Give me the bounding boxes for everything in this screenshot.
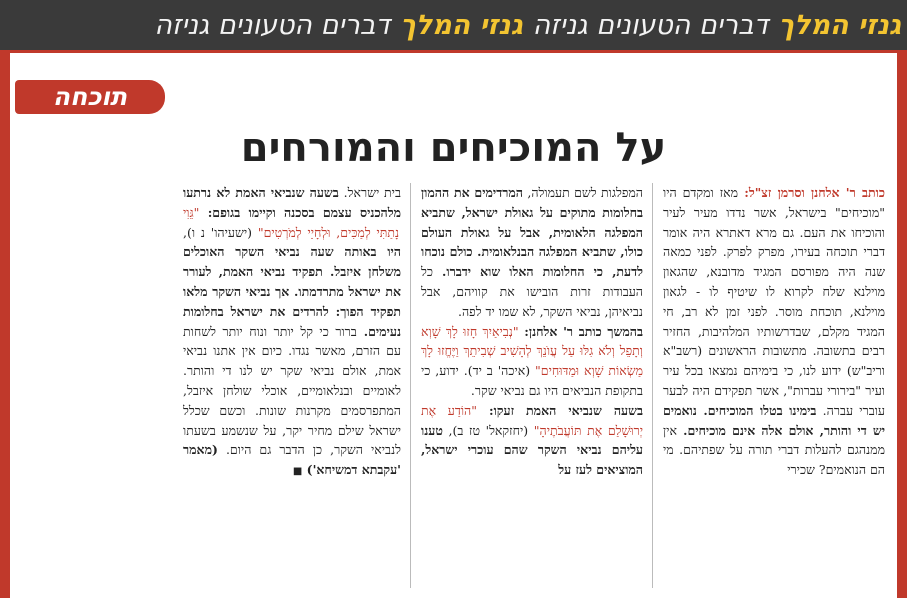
- column-3-lead: בית ישראל.: [338, 185, 401, 200]
- masthead-banner: [0, 0, 907, 50]
- article-column-1: [663, 183, 885, 593]
- column-divider: [410, 183, 411, 588]
- masthead-subtitle-repeat: דברים הטעונים גניזה: [154, 9, 391, 41]
- column-1-para-3: אין ממנהגם להעלות דברי תורה על שפתיהם. מי הם הנואמים? שכירי: [663, 422, 885, 478]
- column-1-para-2: בימינו בטלו המוכיחים. נואמים יש די והותר, אולם אלה אינם מוכיחים.: [663, 402, 885, 438]
- section-tag: תוכחה: [15, 80, 165, 114]
- column-2-para-3: [421, 401, 643, 480]
- column-2-ref-2: (יחזקאל' טז ב),: [442, 422, 529, 438]
- column-divider: [652, 183, 653, 588]
- article-column-2: [421, 183, 643, 593]
- column-2-quote-2: "הוֹדַע אֶת יְרוּשָׁלַם אֶת תּוֹעֲבֹתֶיהָ": [421, 402, 643, 438]
- end-mark: ■: [292, 466, 303, 478]
- column-3-quote: "גֵּוִי נָתַתִּי לְמַכִּים, וּלְחָיַי לְמֹרְטִים": [183, 204, 400, 240]
- article-column-3: [183, 183, 401, 593]
- column-2-bold-1: המרדימים את ההמון בחלומות מתוקים על גאולת ישראל, שתביא המפלגה הלאומית, אבל על גאולת העולם כולו, שתביא המפלגה הבנלאומית. כולם נוכחו לדעת, כי החלומות האלו שוא ידברו.: [421, 185, 643, 280]
- frame-top-rule: [0, 50, 907, 53]
- byline: כותב ר' אלחנן וסרמן זצ"ל:: [738, 185, 885, 200]
- column-1-para-1: מאז ומקדם היו "מוכיחים" בישראל, אשר נדדו מעיר לעיר והוכיחו את העם. גם מרא דאתרא היה אומר דברי תוכחה בעירו, מפרק לפרק. לפני כמאה שנה היה מפורסם המגיד מדובנא, שהגאון מוילנא שלח לקרוא לו שיטיף לו - לגאון מוילנא, תוכחת מוסר. לפני זמן לא רב, חי המגיד מקלם, שבדרשותיו המלהיבות, החזיר רבים בתשובה. מתשובות הראשונים (רשב"א וריב"ש) ידוע לנו, כי בימיהם נמצאו בכל עיר ועיר "בירורי עברות", אשר תפקידם היה לבער עוברי עברה.: [663, 185, 885, 418]
- column-2-text: [421, 183, 643, 322]
- masthead-title-repeat: גנזי המלך: [400, 9, 523, 41]
- column-2-ref-1: (איכה' ב יד). ידוע, כי בתקופת הנביאים היו גם נביאי שקר.: [421, 363, 643, 398]
- column-3-bold-1: בשעה שנביאי האמת לא נרתעו מלהכניס עצמם בסכנה וקיימו בגופם:: [183, 185, 401, 220]
- column-2-lead: המפלגות לשם תעמולה,: [522, 185, 643, 200]
- masthead-subtitle: דברים הטעונים גניזה: [532, 9, 769, 41]
- column-3-tail: ברור כי קל יותר ונוח יותר לשחות עם הזרם, מאשר נגדו. כיום אין אתנו נביאי אמת, אולם נביאי שקר יש לנו די והותר. לאומיים ובנלאומיים, אוכלי שולחן איזבל, המתפרסמים מקרנות שונות. וכשם שכלל ישראל שילם מחיר יקר, על שנשמע בשעתו לנביאי השקר, כן הדבר גם היום.: [183, 323, 401, 458]
- column-2-quote-1: "נְבִיאַיִךְ חָזוּ לָךְ שָׁוְא וְתָפֵל וְלֹא גִלּוּ עַל עֲוֺנֵךְ לְהָשִׁיב שְׁבִיתֵךְ וַיֶּחֱזוּ לָךְ מַשְׂאוֹת שָׁוְא וּמַדּוּחִים": [421, 323, 643, 379]
- column-3-bold-2: היו באותה שעה נביאי השקר האוכלים משלחן איזבל. תפקיד נביאי האמת, לעורר את ישראל מתרדמתו. אך נביאי השקר מלאו תפקיד הפוך: להרדים את ישראל בחלומות נעימים.: [183, 244, 401, 339]
- masthead-text: [154, 0, 901, 50]
- column-2-bold-3: טענו עליהם נביאי השקר שהם עוכרי ישראל, המוציאים לעז על: [421, 422, 643, 478]
- column-1-text: [663, 183, 885, 480]
- column-2-tail: כל העבודות זרות הובישו את קוויהם, אבל נביאיהן, נביאי השקר, לא שמו יד לפה.: [421, 264, 643, 319]
- masthead-title: גנזי המלך: [778, 9, 901, 41]
- column-2-subhead: בהמשך כותב ר' אלחנן:: [518, 323, 643, 339]
- column-3-ref: (ישעיהו' נ ו),: [183, 224, 252, 240]
- article-headline: על המוכיחים והמורחים: [240, 125, 667, 171]
- column-3-text: [183, 183, 401, 482]
- article-source: (מאמר 'עקבתא דמשיחא'): [183, 442, 401, 478]
- column-2-para-2: [421, 322, 643, 401]
- column-2-bold-2: בשעה שנביאי האמת זעקו:: [476, 402, 643, 418]
